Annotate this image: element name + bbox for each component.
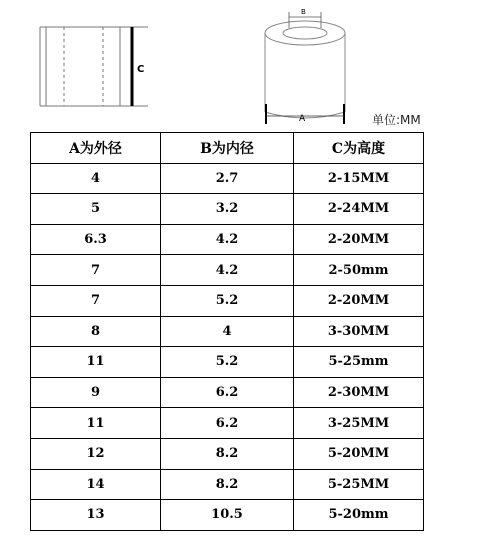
table-row: [31, 194, 424, 225]
top-inner-ellipse: [283, 27, 327, 39]
table-row: [31, 377, 424, 408]
cell-height: 5-20mm: [294, 500, 424, 531]
table-row: [31, 255, 424, 286]
cell-inner-diameter: 2.7: [161, 163, 294, 194]
cell-outer-diameter: 11: [31, 347, 161, 378]
table-row: [31, 500, 424, 531]
header-height: C为高度: [294, 133, 424, 164]
cell-inner-diameter: 10.5: [161, 500, 294, 531]
cell-height: 5-25MM: [294, 469, 424, 500]
cell-inner-diameter: 5.2: [161, 347, 294, 378]
table-row: [31, 438, 424, 469]
cell-height: 2-24MM: [294, 194, 424, 225]
height-label-c: C: [137, 64, 145, 75]
cell-outer-diameter: 8: [31, 316, 161, 347]
table-row: [31, 163, 424, 194]
table-row: [31, 408, 424, 439]
cell-height: 2-20MM: [294, 224, 424, 255]
table-header-row: [31, 133, 424, 164]
cell-inner-diameter: 6.2: [161, 377, 294, 408]
cell-inner-diameter: 6.2: [161, 408, 294, 439]
cell-outer-diameter: 7: [31, 285, 161, 316]
cell-outer-diameter: 13: [31, 500, 161, 531]
table-body: [31, 163, 424, 530]
table-row: [31, 224, 424, 255]
cell-outer-diameter: 6.3: [31, 224, 161, 255]
outer-diameter-label-a: A: [299, 114, 306, 124]
cell-height: 5-20MM: [294, 438, 424, 469]
perspective-view: [265, 21, 345, 118]
top-outer-ellipse: [265, 21, 345, 45]
cell-inner-diameter: 4: [161, 316, 294, 347]
cell-outer-diameter: 7: [31, 255, 161, 286]
cell-height: 2-30MM: [294, 377, 424, 408]
cell-height: 3-30MM: [294, 316, 424, 347]
cell-inner-diameter: 8.2: [161, 469, 294, 500]
cell-height: 2-15MM: [294, 163, 424, 194]
cell-inner-diameter: 8.2: [161, 438, 294, 469]
spec-table: [30, 132, 424, 531]
cell-outer-diameter: 4: [31, 163, 161, 194]
cell-inner-diameter: 5.2: [161, 285, 294, 316]
cell-height: 2-20MM: [294, 285, 424, 316]
cell-outer-diameter: 12: [31, 438, 161, 469]
cell-height: 2-50mm: [294, 255, 424, 286]
cell-inner-diameter: 3.2: [161, 194, 294, 225]
table-row: [31, 285, 424, 316]
cell-inner-diameter: 4.2: [161, 224, 294, 255]
table-row: [31, 347, 424, 378]
cell-outer-diameter: 14: [31, 469, 161, 500]
cell-outer-diameter: 5: [31, 194, 161, 225]
cell-height: 5-25mm: [294, 347, 424, 378]
cell-outer-diameter: 11: [31, 408, 161, 439]
table-row: [31, 316, 424, 347]
bore-label-b: B: [301, 8, 306, 16]
cell-outer-diameter: 9: [31, 377, 161, 408]
header-inner-diameter: B为内径: [161, 133, 294, 164]
cell-height: 3-25MM: [294, 408, 424, 439]
cell-inner-diameter: 4.2: [161, 255, 294, 286]
table-row: [31, 469, 424, 500]
unit-label: 单位:MM: [372, 113, 421, 127]
header-outer-diameter: A为外径: [31, 133, 161, 164]
